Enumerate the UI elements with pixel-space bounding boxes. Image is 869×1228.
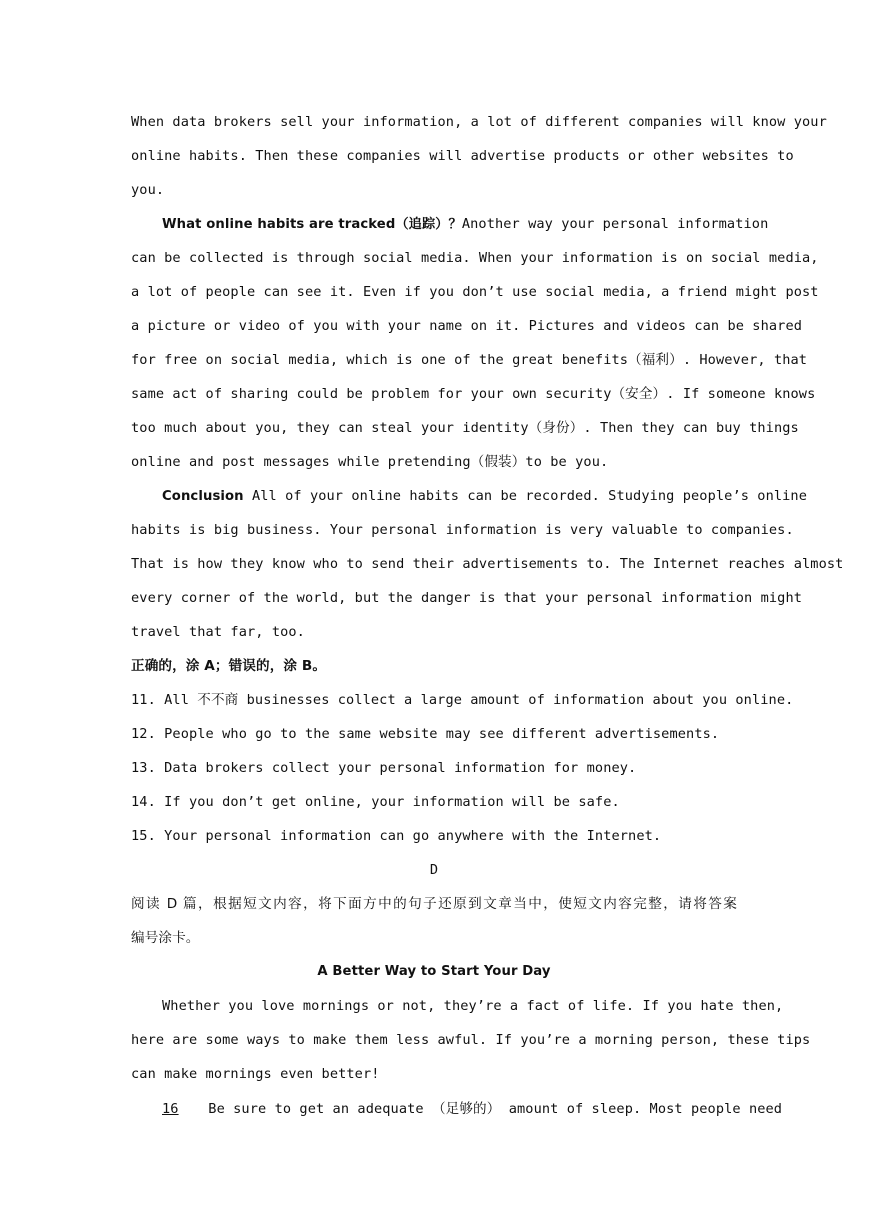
paragraph-line: same act of sharing could be problem for your own security（安全）. If someone knows	[131, 386, 816, 402]
section-instruction: 阅读 D 篇，根据短文内容，将下面方中的句子还原到文章当中，使短文内容完整，请将答案	[131, 896, 737, 912]
paragraph-line: a picture or video of you with your name on it. Pictures and videos can be shared	[131, 318, 803, 334]
paragraph-line: online and post messages while pretending（假装）to be you.	[131, 454, 609, 470]
paragraph-line: habits is big business. Your personal information is very valuable to companies.	[131, 522, 794, 538]
paragraph-line: every corner of the world, but the danger is that your personal information might	[131, 590, 803, 606]
paragraph-line: for free on social media, which is one of the great benefits（福利）. However, that	[131, 352, 808, 368]
tf-question: 12. People who go to the same website may see different advertisements.	[131, 726, 720, 742]
paragraph-first-line	[162, 1092, 783, 1126]
paragraph-line: When data brokers sell your information, a lot of different companies will know your	[131, 114, 827, 130]
tf-question: 11. All 不不商 businesses collect a large amount of information about you online.	[131, 692, 794, 708]
paragraph-line: can be collected is through social media. When your information is on social media,	[131, 250, 819, 266]
section-heading: What online habits are tracked（追踪）？	[162, 217, 462, 232]
paragraph-line: here are some ways to make them less awful. If you’re a morning person, these tips	[131, 1032, 811, 1048]
section-heading: Conclusion	[162, 489, 244, 504]
paragraph-line: That is how they know who to send their advertisements to. The Internet reaches almost	[131, 556, 844, 572]
tf-question: 13. Data brokers collect your personal information for money.	[131, 760, 637, 776]
tf-instruction: 正确的，涂 A；错误的，涂 B。	[131, 658, 327, 674]
paragraph-text: Another way your personal information	[461, 216, 769, 232]
paragraph-text: Be sure to get an adequate （足够的） amount of sleep. Most people need	[208, 1101, 783, 1117]
paragraph-line: travel that far, too.	[131, 624, 305, 640]
paragraph-line: can make mornings even better!	[131, 1066, 380, 1082]
passage-title: A Better Way to Start Your Day	[317, 964, 551, 979]
tf-question: 15. Your personal information can go anywhere with the Internet.	[131, 828, 662, 844]
paragraph-line: online habits. Then these companies will advertise products or other websites to	[131, 148, 794, 164]
paragraph-first-line	[162, 479, 808, 513]
section-letter: D	[429, 862, 439, 878]
paragraph-line: a lot of people can see it. Even if you don’t use social media, a friend might post	[131, 284, 819, 300]
answer-blank: 16	[162, 1101, 179, 1117]
paragraph-first-line	[162, 207, 769, 241]
paragraph-line: too much about you, they can steal your identity（身份）. Then they can buy things	[131, 420, 799, 436]
tf-question: 14. If you don’t get online, your information will be safe.	[131, 794, 620, 810]
paragraph-line: you.	[131, 182, 165, 198]
paragraph-line: Whether you love mornings or not, they’re a fact of life. If you hate then,	[162, 998, 784, 1014]
section-instruction: 编号涂卡。	[131, 930, 200, 946]
paragraph-text: All of your online habits can be recorded. Studying people’s online	[251, 488, 808, 504]
